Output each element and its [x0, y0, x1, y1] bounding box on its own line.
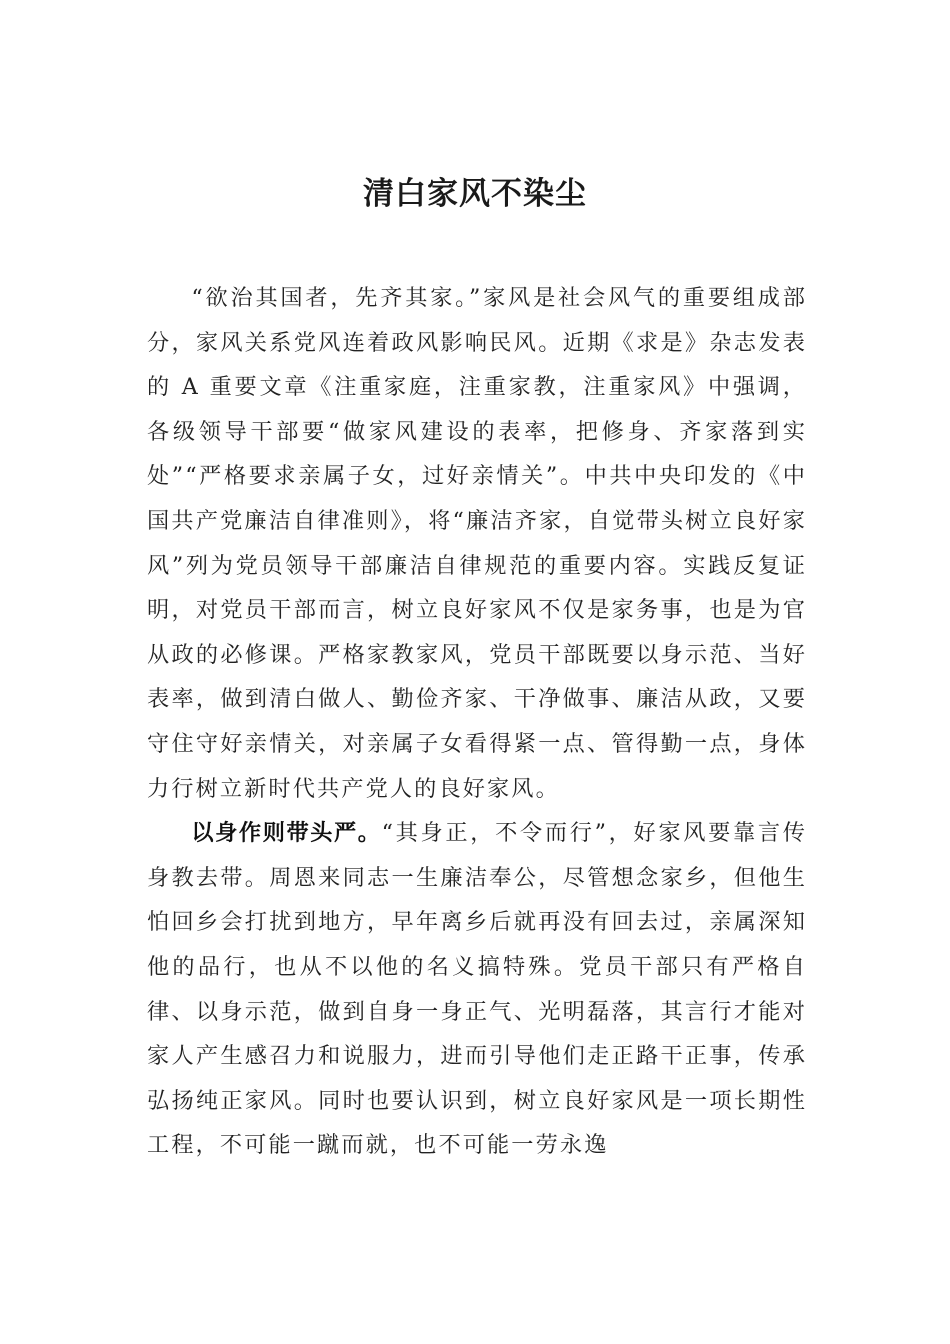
paragraph-lead-by-example-text: “其身正，不令而行”，好家风要靠言传身教去带。周恩来同志一生廉洁奉公，尽管想念家乡，但他生怕回乡会打扰到地方，早年离乡后就再没有回去过，亲属深知他的品行，也从不以他的名义搞特殊。党员干部只有严格自律、以身示范，做到自身一身正气、光明磊落，其言行才能对家人产生感召力和说服力，进而引导他们走正路干正事，传承弘扬纯正家风。同时也要认识到，树立良好家风是一项长期性工程，不可能一蹴而就，也不可能一劳永逸 — [147, 820, 807, 1159]
paragraph-lead-by-example — [147, 811, 807, 1168]
paragraph-intro-text: “欲治其国者，先齐其家。”家风是社会风气的重要组成部分，家风关系党风连着政风影响民风。近期《求是》杂志发表的 A 重要文章《注重家庭，注重家教，注重家风》中强调，各级领导干部要“做家风建设的表率，把修身、齐家落到实处”“严格要求亲属子女，过好亲情关”。中共中央印发的《中国共产党廉洁自律准则》，将“廉洁齐家，自觉带头树立良好家风”列为党员领导干部廉洁自律规范的重要内容。实践反复证明，对党员干部而言，树立良好家风不仅是家务事，也是为官从政的必修课。严格家教家风，党员干部既要以身示范、当好表率，做到清白做人、勤俭齐家、干净做事、廉洁从政，又要守住守好亲情关，对亲属子女看得紧一点、管得勤一点，身体力行树立新时代共产党人的良好家风。 — [147, 285, 807, 802]
document-body — [147, 276, 807, 1168]
paragraph-heading: 以身作则带头严。 — [191, 820, 382, 847]
document-title: 清白家风不染尘 — [363, 176, 587, 212]
paragraph-intro — [147, 276, 807, 811]
